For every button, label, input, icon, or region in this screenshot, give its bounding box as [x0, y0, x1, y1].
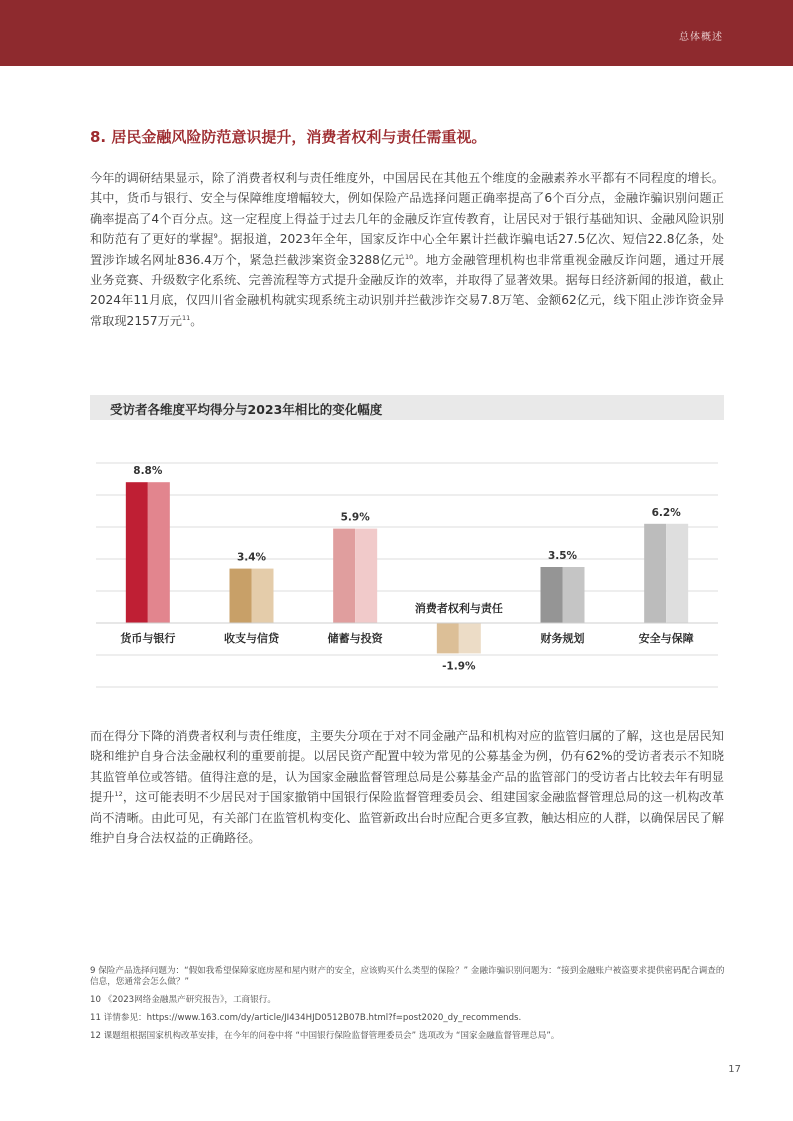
paragraph-text: 今年的调研结果显示，除了消费者权利与责任维度外，中国居民在其他五个维度的金融素养水平都有不同程度的增长。其中，货币与银行、安全与保障维度增幅较大，例如保险产品选择问题正确率提高了6个百分点，金融诈骗识别问题正确率提高了4个百分点。这一定程度上得益于过去几年的金融反诈宣传教育，让居民对于银行基础知识、金融风险识别和防范有了更好的掌握 — [90, 171, 724, 247]
bar-value-label: 5.9% — [340, 511, 370, 524]
chart-title: 受访者各维度平均得分与2023年相比的变化幅度 — [110, 402, 383, 417]
analysis-paragraph — [90, 726, 724, 848]
header-section-label: 总体概述 — [679, 32, 723, 43]
bar-segment-dark — [644, 524, 666, 623]
bar-segment-light — [666, 524, 688, 623]
category-label: 收支与信贷 — [224, 632, 279, 645]
category-label: 货币与银行 — [120, 632, 176, 645]
footnote-12: 12 课题组根据国家机构改革安排，在今年的问卷中将 “中国银行保险监督管理委员会” 选项改为 “国家金融监督管理总局”。 — [90, 1031, 560, 1041]
bar-segment-light — [355, 529, 377, 623]
footnote-ref-10[interactable]: 10 — [404, 252, 414, 261]
footnote-10: 10 《2023网络金融黑产研究报告》，工商银行。 — [90, 995, 276, 1005]
category-label: 储蓄与投资 — [327, 632, 383, 645]
footnote-ref-12[interactable]: 12 — [114, 790, 123, 799]
paragraph-text: 。地方金融管理机构也非常重视金融反诈问题，通过开展业务竞赛、升级数字化系统、完善流程等方式提升金融反诈的效率，并取得了显著效果。据每日经济新闻的报道，截止2024年11月底，仅四川省金融机构就实现系统主动识别并拦截涉诈交易7.8万笔、金额62亿元，线下阻止涉诈资金异常取现2157万元 — [90, 252, 725, 328]
paragraph-text: 而在得分下降的消费者权利与责任维度，主要失分项在于对不同金融产品和机构对应的监管归属的了解，这也是居民知晓和维护自身合法金融权利的重要前提。以居民资产配置中较为常见的公募基金为例，仍有62%的受访者表示不知晓其监管单位或答错。值得注意的是，认为国家金融监督管理总局是公募基金产品的监管部门的受访者占比较去年有明显提升 — [90, 729, 724, 805]
bar-segment-light — [563, 567, 585, 623]
footnote-ref-9[interactable]: 9 — [213, 232, 218, 241]
page-number: 17 — [728, 1064, 741, 1075]
bar-value-label: 6.2% — [651, 506, 681, 519]
paragraph-text: 。据报道，2023年全年，国家反诈中心全年累计拦截诈骗电话27.5亿次、短信22.8亿条，处置涉诈域名网址836.4万个，紧急拦截涉案资金3288亿元 — [90, 232, 725, 267]
section-title: 8. 居民金融风险防范意识提升，消费者权利与责任需重视。 — [90, 128, 487, 146]
bar-value-label: 3.4% — [236, 551, 267, 564]
category-label: 安全与保障 — [638, 632, 694, 645]
bar-segment-dark — [333, 529, 355, 623]
footnote-11[interactable]: 11 详情参见：https://www.163.com/dy/article/JI434HJD0512B07B.html?f=post2020_dy_recommends. — [90, 1013, 522, 1023]
footnote-ref-11[interactable]: 11 — [181, 313, 191, 322]
bar-segment-light — [252, 569, 274, 623]
bar-segment-dark — [541, 567, 563, 623]
bar-segment-dark — [437, 623, 459, 653]
paragraph-text: 。 — [190, 313, 203, 328]
bar-value-label: 3.5% — [547, 550, 578, 562]
bar-segment-light — [459, 623, 481, 653]
footnote-9: 9 保险产品选择问题为：“假如我希望保障家庭房屋和屋内财产的安全，应该购买什么类型的保险？” 金融诈骗识别问题为：“接到金融账户被盗要求提供密码配合调查的信息，您通常会怎么做？” — [90, 966, 725, 987]
category-label: 财务规划 — [540, 632, 585, 645]
bar-value-label: 8.8% — [133, 465, 163, 478]
bar-segment-dark — [126, 482, 148, 623]
bar-segment-dark — [230, 569, 252, 623]
footnotes — [90, 966, 730, 1049]
bar-segment-light — [148, 482, 170, 623]
paragraph-text: ，这可能表明不少居民对于国家撤销中国银行保险监督管理委员会、组建国家金融监督管理总局的这一机构改革尚不清晰。由此可见，有关部门在监管机构变化、监管新政出台时应配合更多宣教，触达相应的人群，以确保居民了解维护自身合法权益的正确路径。 — [90, 790, 725, 846]
category-label: 消费者权利与责任 — [414, 602, 503, 615]
bar-value-label: -1.9% — [442, 660, 476, 673]
